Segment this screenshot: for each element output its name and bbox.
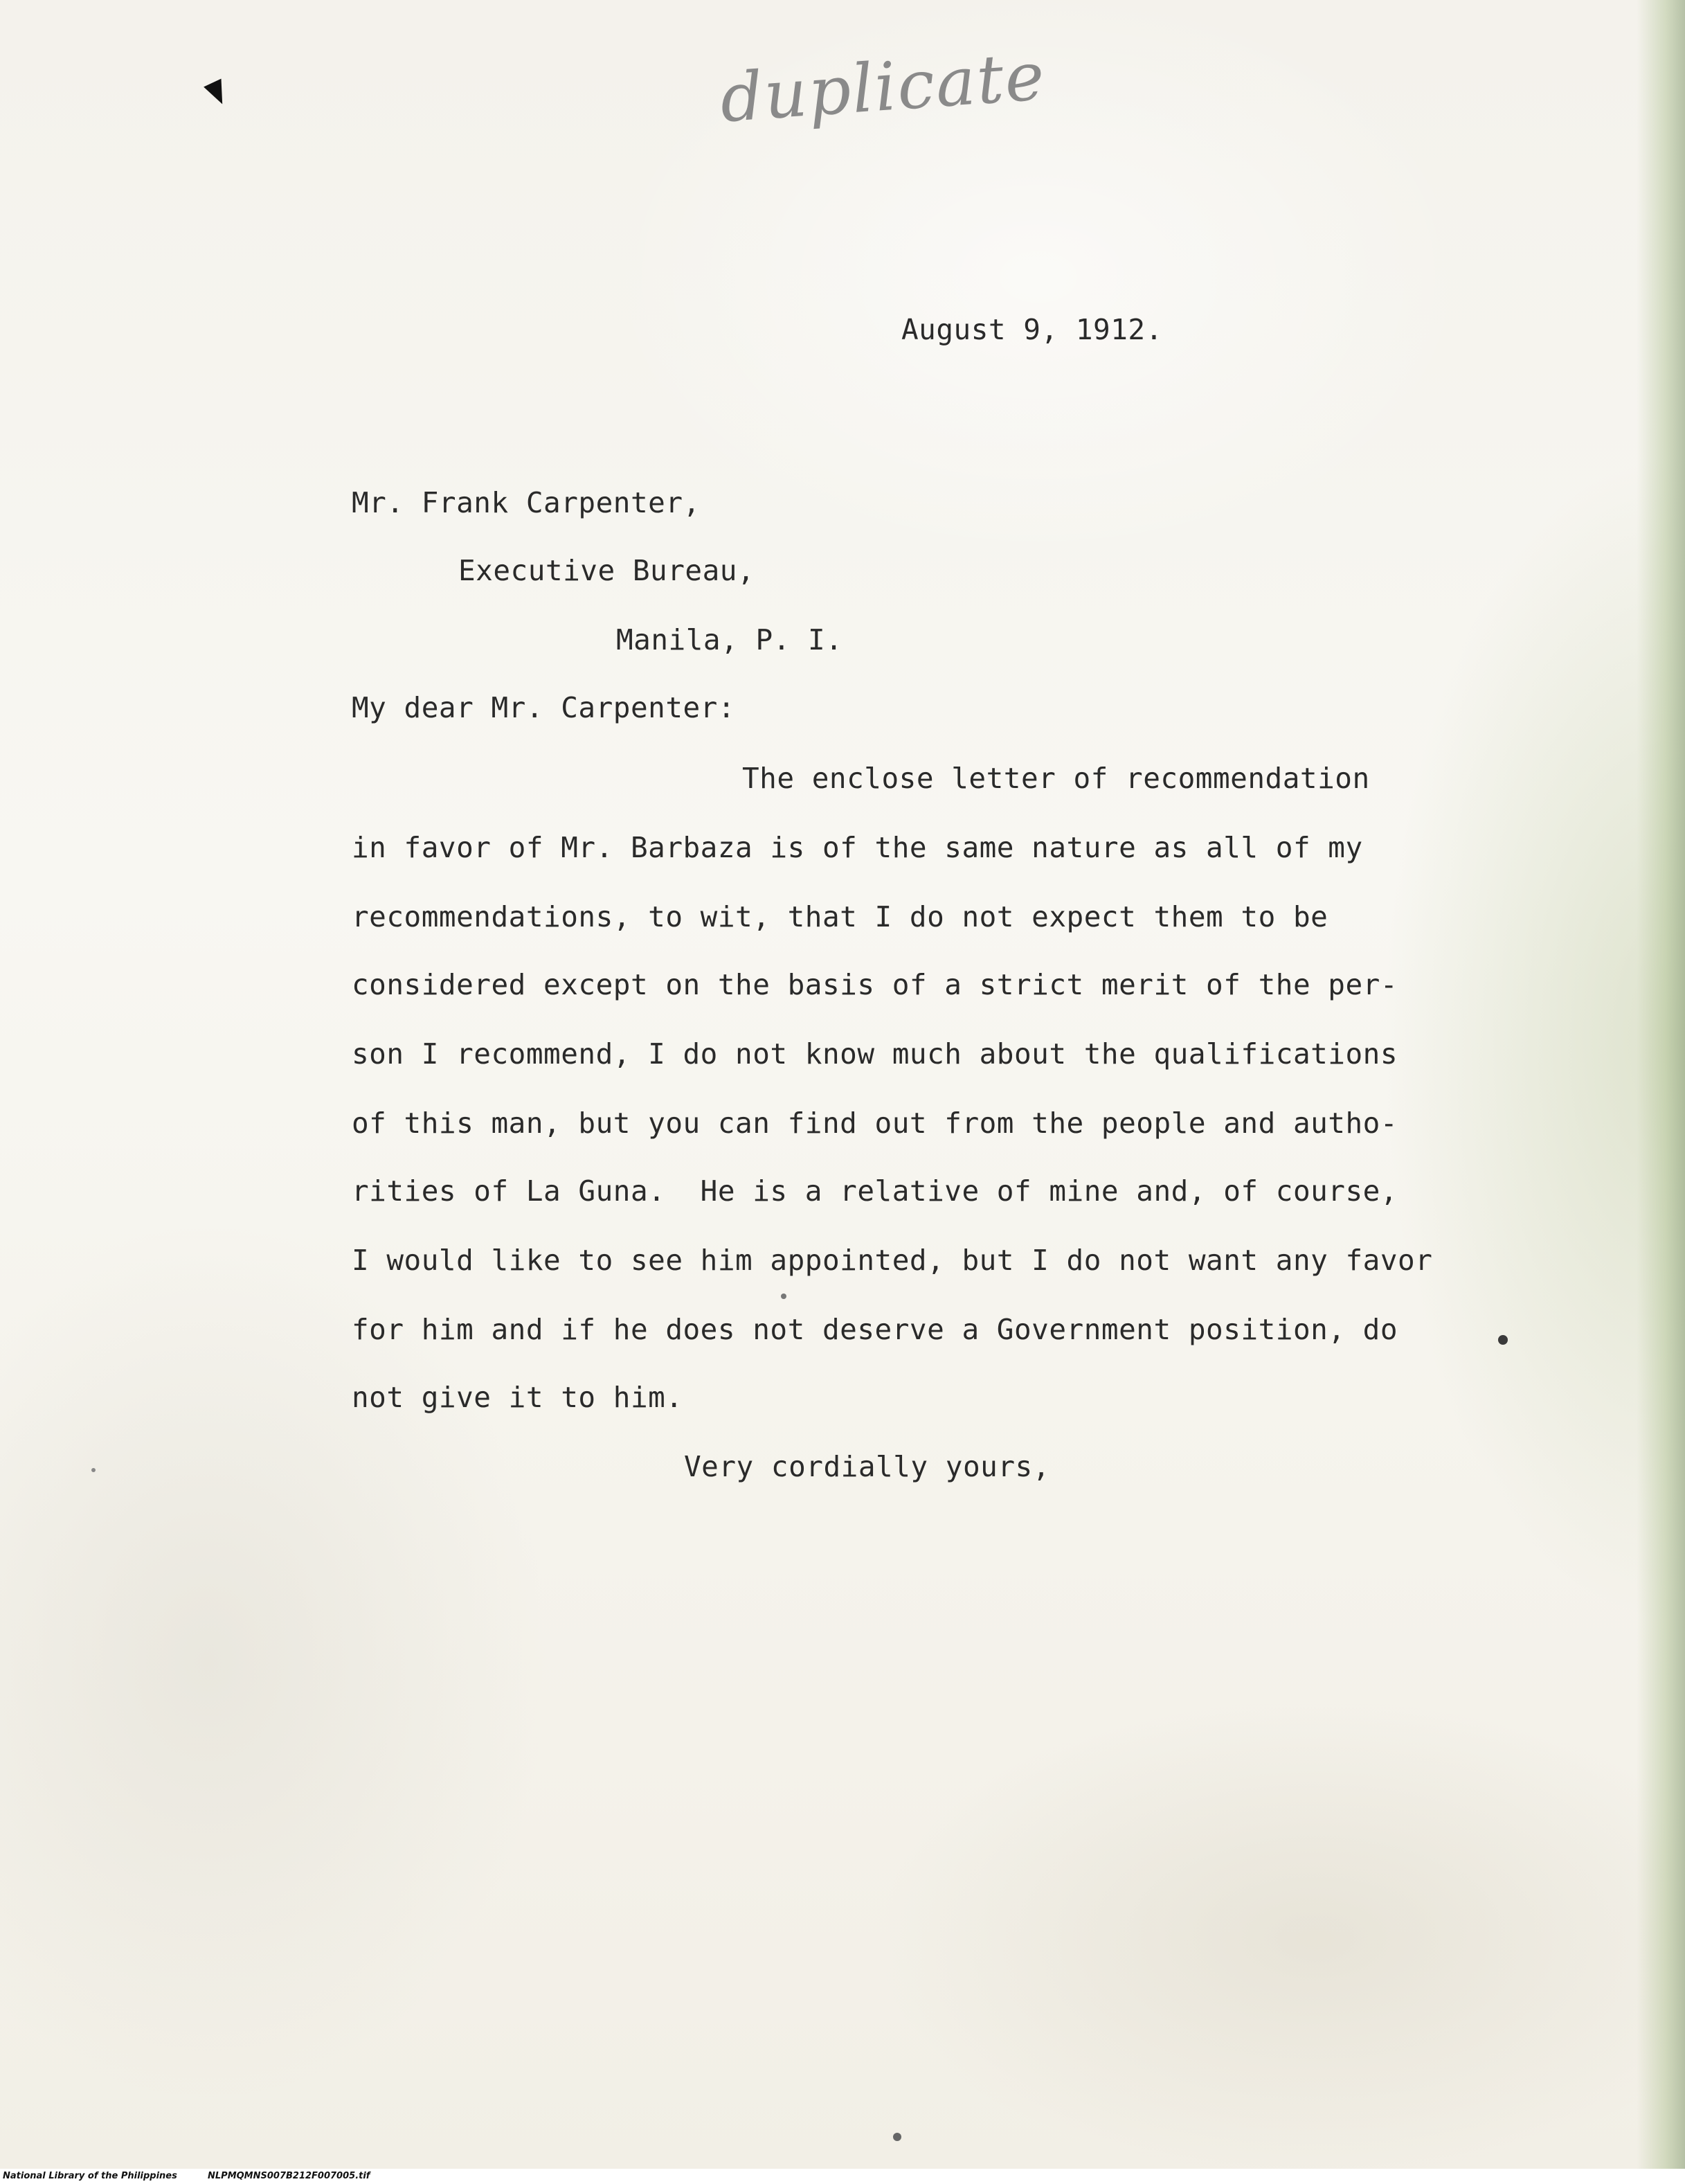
ink-mark [204, 79, 231, 109]
paper-spot [781, 1294, 786, 1299]
handwritten-annotation: duplicate [717, 37, 1048, 138]
body-line: rities of La Guna. He is a relative of mine and, of course, [352, 1174, 1398, 1208]
footer-file-id: NLPMQMNS007B212F007005.tif [208, 2171, 370, 2181]
recipient-name: Mr. Frank Carpenter, [352, 486, 701, 519]
closing: Very cordially yours, [684, 1450, 1050, 1483]
recipient-office: Executive Bureau, [458, 554, 755, 587]
body-line: I would like to see him appointed, but I do not want any favor [352, 1244, 1433, 1277]
paper-spot [1498, 1335, 1508, 1345]
body-line: for him and if he does not deserve a Government position, do [352, 1313, 1398, 1346]
paper-spot [91, 1468, 96, 1472]
body-line: recommendations, to wit, that I do not expect them to be [352, 900, 1328, 933]
body-line: considered except on the basis of a strict merit of the per- [352, 968, 1398, 1001]
recipient-city: Manila, P. I. [616, 623, 843, 656]
body-line: of this man, but you can find out from the people and autho- [352, 1107, 1398, 1140]
letter-date: August 9, 1912. [901, 313, 1163, 346]
footer-library: National Library of the Philippines [3, 2171, 177, 2181]
body-line: in favor of Mr. Barbaza is of the same nature as all of my [352, 831, 1363, 864]
body-line: not give it to him. [352, 1381, 683, 1414]
scan-footer [0, 2169, 1685, 2184]
paper-spot [893, 2133, 901, 2141]
body-line: son I recommend, I do not know much about the qualifications [352, 1037, 1398, 1071]
salutation: My dear Mr. Carpenter: [352, 691, 736, 724]
body-line: The enclose letter of recommendation [742, 762, 1370, 795]
page-edge-discoloration [1637, 0, 1685, 2184]
